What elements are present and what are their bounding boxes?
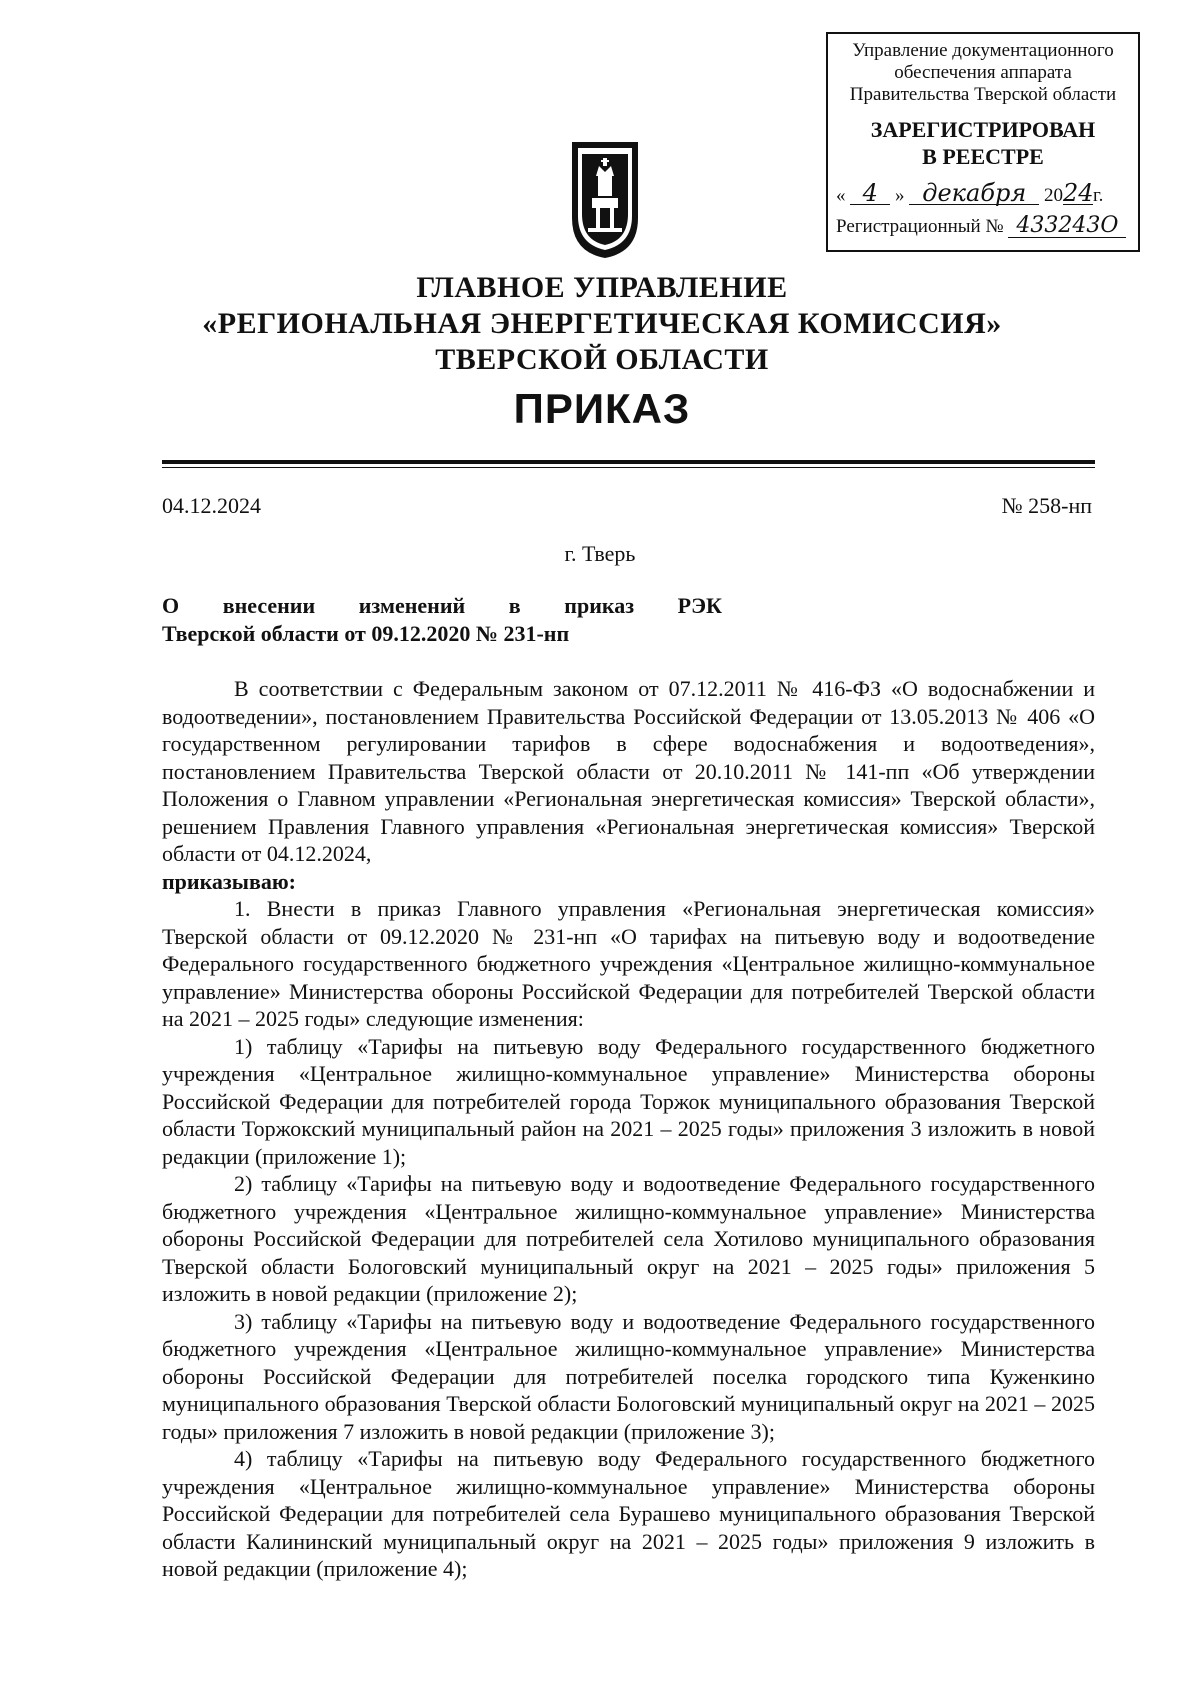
order-word: приказываю:	[162, 868, 296, 894]
subitem-paragraph: 1) таблицу «Тарифы на питьевую воду Федерального государственного бюджетного учреждения «Центральное жилищно-коммунальное управление» Министерства обороны Российской Федерации для потребителей города Торжок муниципального образования Тверской области Торжокский муниципальный район на 2021 – 2025 годы» приложения 3 изложить в новой редакции (приложение 1);	[162, 1033, 1095, 1169]
registration-stamp	[826, 32, 1140, 252]
stamp-year-end: г.	[1093, 185, 1104, 206]
stamp-day: 4	[850, 182, 890, 205]
stamp-reg-number	[836, 215, 1130, 238]
subitem-paragraph: 4) таблицу «Тарифы на питьевую воду Федерального государственного бюджетного учреждения «Центральное жилищно-коммунальное управление» Министерства обороны Российской Федерации для потребителей села Бурашево муниципального образования Тверской области Калининский муниципальный округ на 2021 – 2025 годы» приложения 9 изложить в новой редакции (приложение 4);	[162, 1446, 1095, 1581]
stamp-year-prefix: 20	[1044, 185, 1063, 206]
stamp-quote-close: »	[895, 185, 905, 206]
org-line: ГЛАВНОЕ УПРАВЛЕНИЕ	[416, 271, 788, 304]
document-type: ПРИКАЗ	[513, 385, 691, 432]
document-date: 04.12.2024	[162, 493, 261, 518]
stamp-reg-label: Регистрационный №	[836, 216, 1004, 237]
document-number: № 258-нп	[1001, 493, 1092, 518]
stamp-line: обеспечения аппарата	[894, 62, 1072, 83]
document-subject	[162, 592, 722, 648]
document-body	[162, 675, 1095, 1583]
stamp-registered-line2: В РЕЕСТРЕ	[922, 144, 1044, 169]
stamp-month: декабря	[909, 182, 1039, 205]
item-paragraph: 1. Внести в приказ Главного управления «Региональная энергетическая комиссия» Тверской области от 09.12.2020 № 231-нп «О тарифах на питьевую воду и водоотведение Федерального государственного бюджетного учреждения «Центральное жилищно-коммунальное управление» Министерства обороны Российской Федерации для потребителей Тверской области на 2021 – 2025 годы» следующие изменения:	[162, 896, 1095, 1031]
preamble-paragraph: В соответствии с Федеральным законом от 07.12.2011 № 416-ФЗ «О водоснабжении и водоотведении», постановлением Правительства Российской Федерации от 13.05.2013 № 406 «О государственном регулировании тарифов в сфере водоснабжения и водоотведения», постановлением Правительства Тверской области от 20.10.2011 № 141-пп «Об утверждении Положения о Главном управлении «Региональная энергетическая комиссия» Тверской области», решением Правления Главного управления «Региональная энергетическая комиссия» Тверской области от 04.12.2024,	[162, 676, 1095, 866]
divider-thick	[162, 460, 1095, 464]
org-line: ТВЕРСКОЙ ОБЛАСТИ	[435, 343, 769, 376]
document-city: г. Тверь	[564, 541, 636, 566]
stamp-year: 24	[1063, 179, 1094, 207]
subject-line: О внесении изменений в приказ РЭК	[162, 593, 722, 618]
subitem-paragraph: 2) таблицу «Тарифы на питьевую воду и водоотведение Федерального государственного бюджетного учреждения «Центральное жилищно-коммунальное управление» Министерства обороны Российской Федерации для потребителей села Хотилово муниципального образования Тверской области Бологовский муниципальный округ на 2021 – 2025 годы» приложения 5 изложить в новой редакции (приложение 2);	[162, 1171, 1095, 1306]
organization-name	[150, 270, 1054, 378]
stamp-registered	[836, 116, 1130, 170]
org-line: «РЕГИОНАЛЬНАЯ ЭНЕРГЕТИЧЕСКАЯ КОМИССИЯ»	[202, 307, 1002, 340]
stamp-quote-open: «	[836, 185, 846, 206]
divider-thin	[162, 467, 1095, 468]
subject-line: Тверской области от 09.12.2020 № 231-нп	[162, 621, 570, 646]
stamp-reg-value: 433243О	[1008, 215, 1126, 238]
stamp-registered-line1: ЗАРЕГИСТРИРОВАН	[870, 117, 1096, 142]
stamp-line: Правительства Тверской области	[849, 84, 1117, 105]
stamp-line: Управление документационного	[852, 40, 1114, 61]
subitem-paragraph: 3) таблицу «Тарифы на питьевую воду и водоотведение Федерального государственного бюджетного учреждения «Центральное жилищно-коммунальное управление» Министерства обороны Российской Федерации для потребителей поселка городского типа Куженкино муниципального образования Тверской области Бологовский муниципальный округ на 2021 – 2025 годы» приложения 7 изложить в новой редакции (приложение 3);	[162, 1308, 1095, 1444]
coat-of-arms-icon	[570, 140, 640, 260]
stamp-date	[836, 179, 1130, 207]
